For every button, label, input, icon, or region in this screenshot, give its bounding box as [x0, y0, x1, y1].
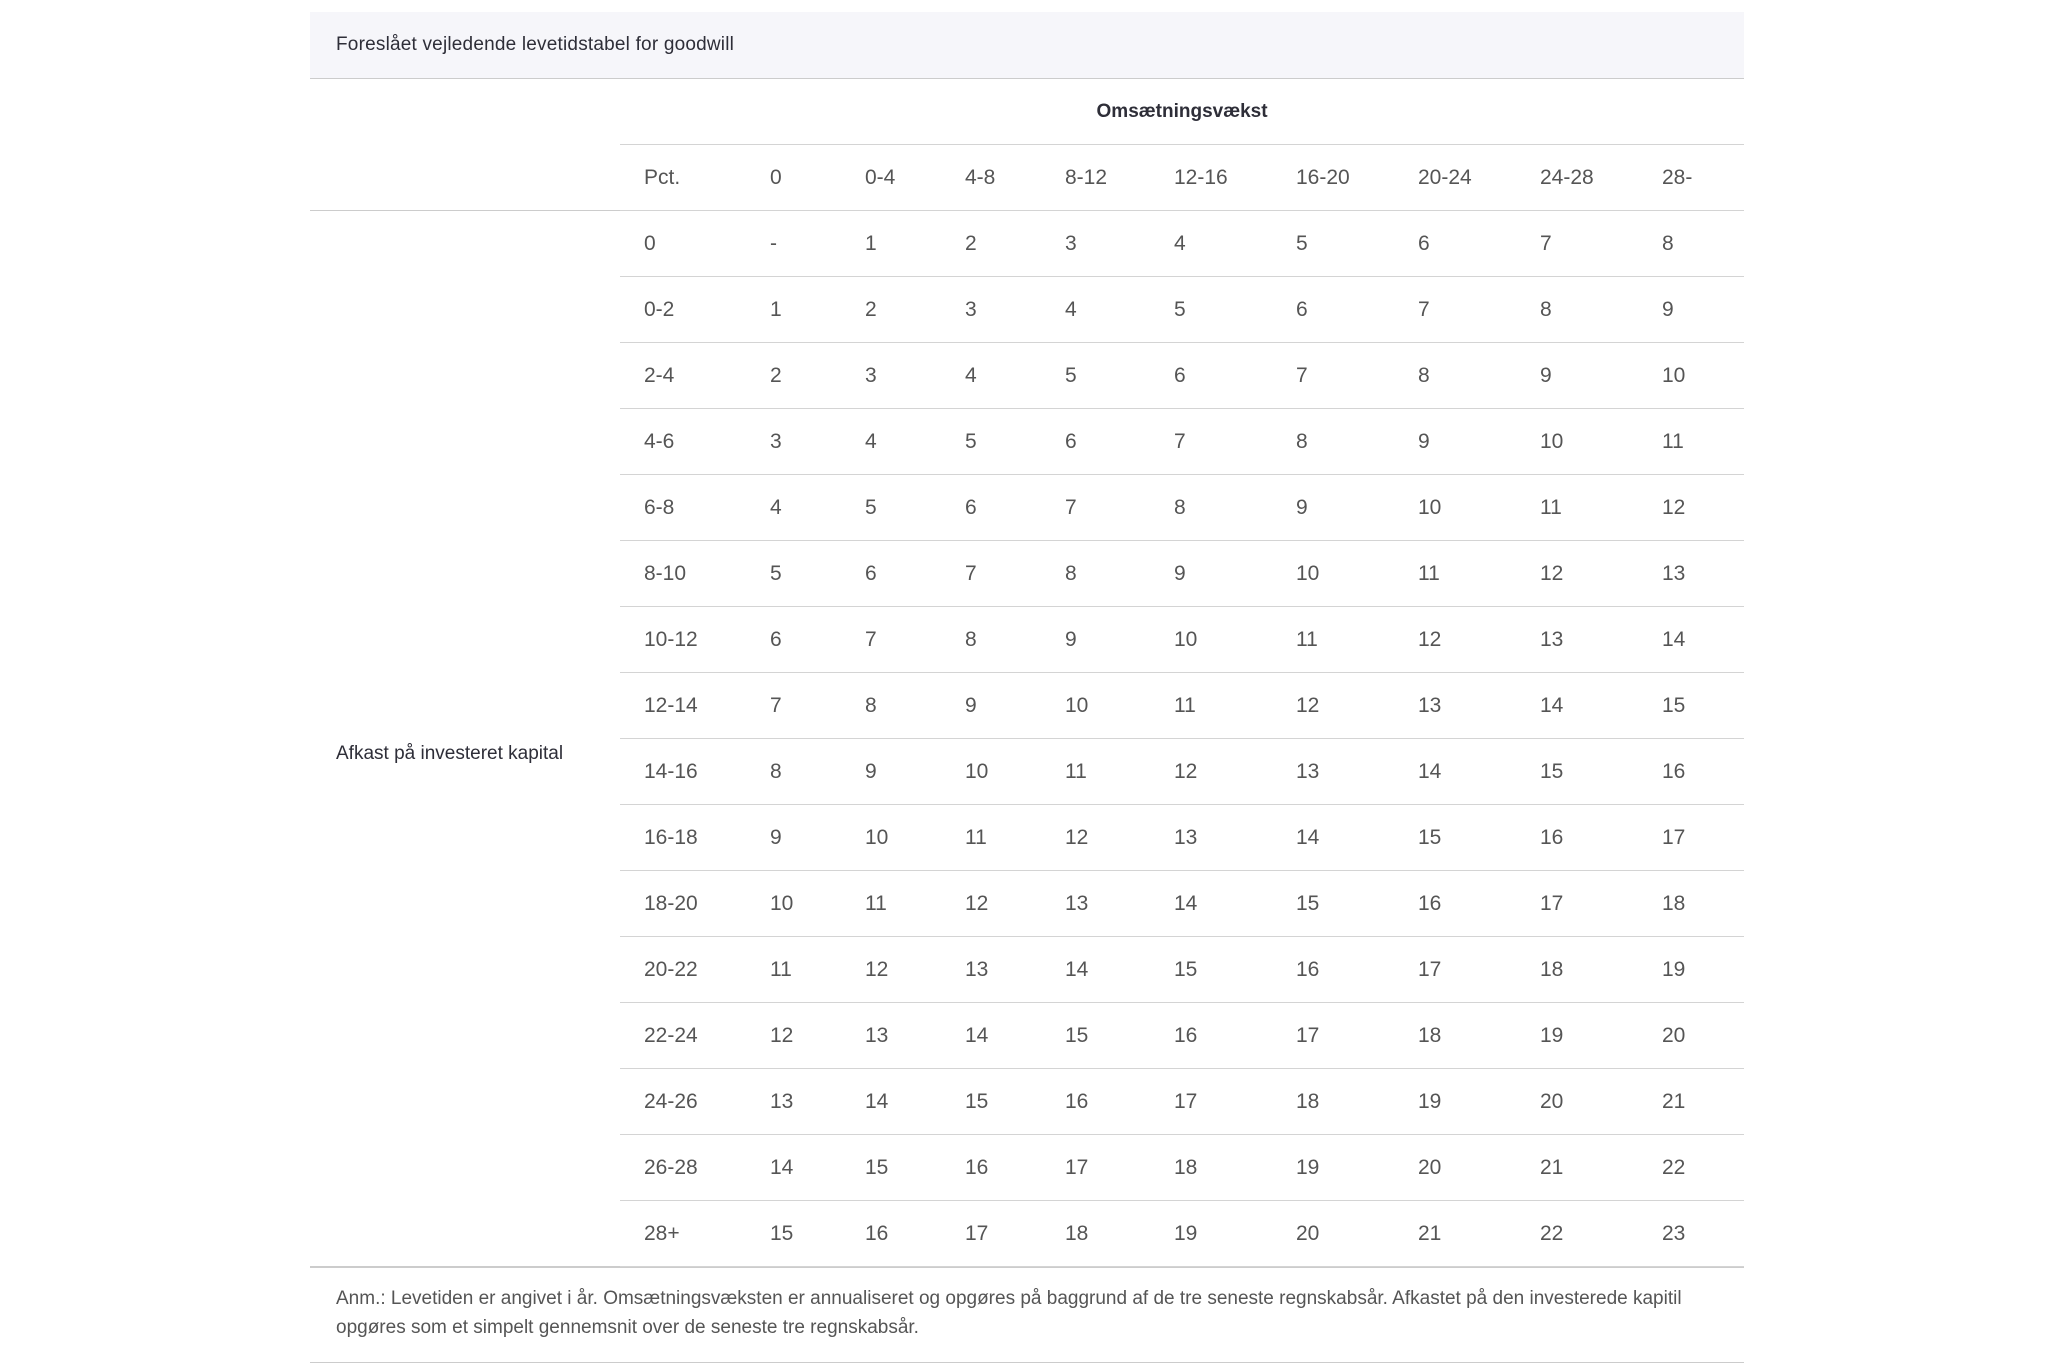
table-cell: 9 [1041, 607, 1150, 673]
table-cell: 15 [1272, 871, 1394, 937]
table-cell: 7 [1272, 343, 1394, 409]
row-header-cell: 0-2 [620, 277, 746, 343]
column-header: 0 [746, 145, 841, 211]
row-header-cell: 22-24 [620, 1003, 746, 1069]
table-cell: 7 [941, 541, 1041, 607]
table-cell: 8 [1150, 475, 1272, 541]
table-cell: 14 [1394, 739, 1516, 805]
table-cell: 8 [746, 739, 841, 805]
table-cell: 8 [1638, 211, 1744, 277]
table-cell: 11 [1638, 409, 1744, 475]
table-cell: 6 [1272, 277, 1394, 343]
table-cell: 4 [941, 343, 1041, 409]
column-header: 12-16 [1150, 145, 1272, 211]
table-cell: 14 [1272, 805, 1394, 871]
column-header: 20-24 [1394, 145, 1516, 211]
table-cell: 14 [841, 1069, 941, 1135]
table-cell: 14 [1638, 607, 1744, 673]
table-cell: 15 [941, 1069, 1041, 1135]
table-cell: 16 [1272, 937, 1394, 1003]
goodwill-lifetime-table [310, 79, 1744, 1267]
table-cell: 9 [1272, 475, 1394, 541]
table-title: Foreslået vejledende levetidstabel for goodwill [310, 12, 1744, 79]
table-cell: 10 [1150, 607, 1272, 673]
table-cell: 5 [941, 409, 1041, 475]
lifetime-table-container [310, 12, 1744, 1363]
table-cell: 8 [1041, 541, 1150, 607]
table-footnote: Anm.: Levetiden er angivet i år. Omsætningsvæksten er annualiseret og opgøres på baggrund af de tre seneste regnskabsår. Afkastet på den investerede kapitil opgøres som et simpelt gennemsnit over de seneste tre regnskabsår. [310, 1267, 1744, 1363]
table-cell: 4 [746, 475, 841, 541]
table-cell: 7 [746, 673, 841, 739]
row-header-cell: 26-28 [620, 1135, 746, 1201]
table-cell: 22 [1516, 1201, 1638, 1267]
table-cell: 22 [1638, 1135, 1744, 1201]
table-cell: 9 [746, 805, 841, 871]
table-cell: 1 [841, 211, 941, 277]
table-cell: 5 [1041, 343, 1150, 409]
table-cell: 11 [1041, 739, 1150, 805]
table-cell: 13 [746, 1069, 841, 1135]
row-header-cell: 14-16 [620, 739, 746, 805]
table-cell: 19 [1516, 1003, 1638, 1069]
table-cell: 21 [1638, 1069, 1744, 1135]
table-cell: 5 [1150, 277, 1272, 343]
table-cell: 14 [1516, 673, 1638, 739]
table-cell: 13 [841, 1003, 941, 1069]
table-cell: 13 [1394, 673, 1516, 739]
column-header: 24-28 [1516, 145, 1638, 211]
table-cell: 14 [941, 1003, 1041, 1069]
table-cell: 5 [841, 475, 941, 541]
table-cell: 12 [746, 1003, 841, 1069]
table-cell: 21 [1516, 1135, 1638, 1201]
table-cell: 16 [841, 1201, 941, 1267]
table-cell: 17 [1150, 1069, 1272, 1135]
table-cell: 14 [1041, 937, 1150, 1003]
table-cell: 12 [941, 871, 1041, 937]
row-header-cell: 24-26 [620, 1069, 746, 1135]
corner-cell [310, 79, 620, 145]
table-cell: 15 [1150, 937, 1272, 1003]
table-cell: 5 [1272, 211, 1394, 277]
corner-cell [310, 145, 620, 211]
row-header-cell: 2-4 [620, 343, 746, 409]
table-cell: 16 [1638, 739, 1744, 805]
table-cell: 14 [1150, 871, 1272, 937]
table-cell: 18 [1150, 1135, 1272, 1201]
table-cell: 10 [1516, 409, 1638, 475]
row-header-cell: 16-18 [620, 805, 746, 871]
table-cell: 16 [1150, 1003, 1272, 1069]
table-cell: 19 [1394, 1069, 1516, 1135]
table-cell: 16 [1516, 805, 1638, 871]
table-cell: - [746, 211, 841, 277]
table-cell: 9 [1394, 409, 1516, 475]
table-cell: 19 [1150, 1201, 1272, 1267]
table-cell: 15 [746, 1201, 841, 1267]
table-cell: 7 [841, 607, 941, 673]
table-cell: 2 [941, 211, 1041, 277]
table-cell: 2 [746, 343, 841, 409]
table-cell: 17 [1394, 937, 1516, 1003]
table-cell: 6 [1394, 211, 1516, 277]
table-cell: 9 [1638, 277, 1744, 343]
table-cell: 14 [746, 1135, 841, 1201]
table-cell: 20 [1272, 1201, 1394, 1267]
table-cell: 11 [941, 805, 1041, 871]
table-cell: 8 [941, 607, 1041, 673]
row-header-cell: 10-12 [620, 607, 746, 673]
row-header-cell: 6-8 [620, 475, 746, 541]
table-cell: 10 [746, 871, 841, 937]
table-cell: 13 [1516, 607, 1638, 673]
table-cell: 12 [1041, 805, 1150, 871]
table-cell: 6 [1041, 409, 1150, 475]
table-row [310, 211, 1744, 277]
table-cell: 12 [1150, 739, 1272, 805]
table-body [310, 211, 1744, 1267]
table-cell: 12 [1272, 673, 1394, 739]
table-cell: 4 [841, 409, 941, 475]
table-cell: 21 [1394, 1201, 1516, 1267]
table-cell: 12 [1516, 541, 1638, 607]
column-header: 0-4 [841, 145, 941, 211]
table-cell: 7 [1150, 409, 1272, 475]
table-cell: 16 [941, 1135, 1041, 1201]
column-group-row [310, 79, 1744, 145]
table-cell: 15 [1516, 739, 1638, 805]
row-header-cell: 18-20 [620, 871, 746, 937]
table-cell: 17 [1516, 871, 1638, 937]
row-header-cell: 20-22 [620, 937, 746, 1003]
table-cell: 15 [1638, 673, 1744, 739]
column-header: 28- [1638, 145, 1744, 211]
table-cell: 16 [1394, 871, 1516, 937]
column-group-label: Omsætningsvækst [620, 79, 1744, 145]
row-header-cell: 28+ [620, 1201, 746, 1267]
table-cell: 8 [1272, 409, 1394, 475]
table-cell: 19 [1272, 1135, 1394, 1201]
table-cell: 10 [841, 805, 941, 871]
table-cell: 9 [841, 739, 941, 805]
table-cell: 2 [841, 277, 941, 343]
table-cell: 13 [1272, 739, 1394, 805]
table-cell: 17 [1638, 805, 1744, 871]
column-header-row [310, 145, 1744, 211]
table-cell: 5 [746, 541, 841, 607]
row-header-cell: 4-6 [620, 409, 746, 475]
table-cell: 4 [1041, 277, 1150, 343]
table-cell: 4 [1150, 211, 1272, 277]
table-cell: 11 [1150, 673, 1272, 739]
row-header-cell: 0 [620, 211, 746, 277]
table-cell: 7 [1041, 475, 1150, 541]
table-cell: 6 [941, 475, 1041, 541]
table-cell: 19 [1638, 937, 1744, 1003]
table-head [310, 79, 1744, 211]
table-cell: 20 [1394, 1135, 1516, 1201]
table-cell: 15 [841, 1135, 941, 1201]
table-cell: 12 [1638, 475, 1744, 541]
row-header-cell: 12-14 [620, 673, 746, 739]
table-cell: 6 [841, 541, 941, 607]
table-cell: 10 [941, 739, 1041, 805]
table-cell: 9 [941, 673, 1041, 739]
table-cell: 18 [1041, 1201, 1150, 1267]
column-header: 4-8 [941, 145, 1041, 211]
table-cell: 3 [841, 343, 941, 409]
table-cell: 11 [841, 871, 941, 937]
table-cell: 13 [1638, 541, 1744, 607]
column-header: 8-12 [1041, 145, 1150, 211]
table-cell: 6 [746, 607, 841, 673]
row-header-cell: 8-10 [620, 541, 746, 607]
table-cell: 12 [841, 937, 941, 1003]
table-cell: 18 [1394, 1003, 1516, 1069]
table-cell: 18 [1272, 1069, 1394, 1135]
table-cell: 1 [746, 277, 841, 343]
table-cell: 10 [1041, 673, 1150, 739]
table-cell: 15 [1394, 805, 1516, 871]
table-cell: 13 [941, 937, 1041, 1003]
table-cell: 20 [1638, 1003, 1744, 1069]
table-cell: 12 [1394, 607, 1516, 673]
table-cell: 18 [1638, 871, 1744, 937]
table-cell: 18 [1516, 937, 1638, 1003]
table-cell: 11 [1272, 607, 1394, 673]
table-cell: 17 [1272, 1003, 1394, 1069]
table-cell: 17 [1041, 1135, 1150, 1201]
table-cell: 10 [1272, 541, 1394, 607]
table-cell: 10 [1638, 343, 1744, 409]
table-cell: 3 [941, 277, 1041, 343]
table-cell: 13 [1150, 805, 1272, 871]
table-cell: 11 [746, 937, 841, 1003]
table-cell: 8 [1516, 277, 1638, 343]
table-cell: 11 [1516, 475, 1638, 541]
table-cell: 9 [1516, 343, 1638, 409]
pct-header: Pct. [620, 145, 746, 211]
table-cell: 7 [1516, 211, 1638, 277]
table-cell: 10 [1394, 475, 1516, 541]
table-cell: 8 [841, 673, 941, 739]
table-cell: 20 [1516, 1069, 1638, 1135]
column-header: 16-20 [1272, 145, 1394, 211]
row-group-label: Afkast på investeret kapital [310, 211, 620, 1267]
table-cell: 3 [1041, 211, 1150, 277]
table-cell: 15 [1041, 1003, 1150, 1069]
table-cell: 3 [746, 409, 841, 475]
table-cell: 8 [1394, 343, 1516, 409]
table-cell: 6 [1150, 343, 1272, 409]
table-cell: 9 [1150, 541, 1272, 607]
table-cell: 13 [1041, 871, 1150, 937]
table-cell: 17 [941, 1201, 1041, 1267]
table-cell: 11 [1394, 541, 1516, 607]
table-cell: 7 [1394, 277, 1516, 343]
table-cell: 23 [1638, 1201, 1744, 1267]
table-cell: 16 [1041, 1069, 1150, 1135]
